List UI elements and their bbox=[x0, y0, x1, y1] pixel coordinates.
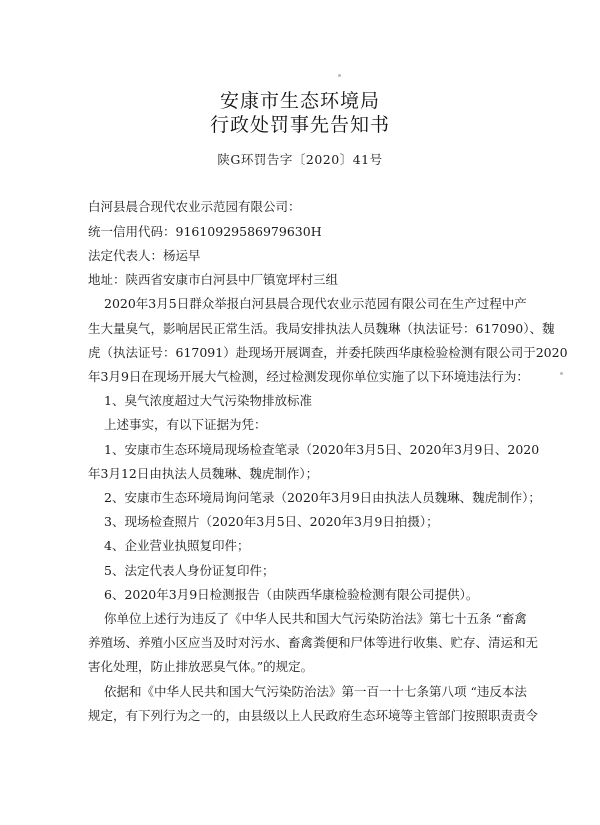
paragraph-line: 生大量臭气，影响居民正常生活。我局安排执法人员魏琳（执法证号：617090）、魏 bbox=[88, 321, 555, 336]
evidence-intro: 上述事实，有以下证据为凭： bbox=[104, 417, 267, 432]
document-number: 陕G环罚告字〔2020〕41号 bbox=[217, 152, 383, 167]
paragraph-line: 害化处理，防止排放恶臭气体。”的规定。 bbox=[88, 659, 314, 674]
evidence-item: 4、企业营业执照复印件； bbox=[104, 538, 250, 553]
paragraph-line: 你单位上述行为违反了《中华人民共和国大气污染防治法》第七十五条 “畜禽 bbox=[104, 611, 527, 626]
scan-speck bbox=[338, 74, 341, 77]
evidence-item-continuation: 年3月12日由执法人员魏琳、魏虎制作）； bbox=[88, 466, 319, 481]
evidence-item: 3、现场检查照片（2020年3月5日、2020年3月9日拍摄）； bbox=[104, 514, 439, 529]
violation-item: 1、臭气浓度超过大气污染物排放标准 bbox=[104, 393, 312, 408]
paragraph-line: 虎（执法证号：617091）赴现场开展调查，并委托陕西华康检验检测有限公司于2020 bbox=[88, 345, 568, 360]
notice-title: 行政处罚事先告知书 bbox=[209, 114, 390, 136]
paragraph-line: 2020年3月5日群众举报白河县晨合现代农业示范园有限公司在生产过程中产 bbox=[104, 296, 527, 311]
issuer-title: 安康市生态环境局 bbox=[219, 90, 380, 112]
recipient-address: 地址：陕西省安康市白河县中厂镇宽坪村三组 bbox=[88, 272, 339, 287]
evidence-item: 1、安康市生态环境局现场检查笔录（2020年3月5日、2020年3月9日、2020 bbox=[104, 442, 540, 457]
paragraph-line: 养殖场、养殖小区应当及时对污水、畜禽粪便和尸体等进行收集、贮存、清运和无 bbox=[88, 635, 539, 650]
credit-code: 统一信用代码：91610929586979630H bbox=[88, 224, 322, 239]
scan-speck bbox=[560, 372, 563, 375]
evidence-item: 5、法定代表人身份证复印件； bbox=[104, 563, 275, 578]
recipient-company: 白河县晨合现代农业示范园有限公司： bbox=[88, 199, 301, 214]
evidence-item: 6、2020年3月9日检测报告（由陕西华康检验检测有限公司提供）。 bbox=[104, 587, 479, 602]
paragraph-line: 规定，有下列行为之一的，由县级以上人民政府生态环境等主管部门按照职责责令 bbox=[88, 708, 539, 723]
evidence-item: 2、安康市生态环境局询问笔录（2020年3月9日由执法人员魏琳、魏虎制作）； bbox=[104, 490, 541, 505]
paragraph-line: 年3月9日在现场开展大气检测，经过检测发现你单位实施了以下环境违法行为： bbox=[88, 369, 529, 384]
paragraph-line: 依据和《中华人民共和国大气污染防治法》第一百一十七条第八项 “违反本法 bbox=[104, 684, 527, 699]
legal-representative: 法定代表人：杨运早 bbox=[88, 248, 201, 263]
